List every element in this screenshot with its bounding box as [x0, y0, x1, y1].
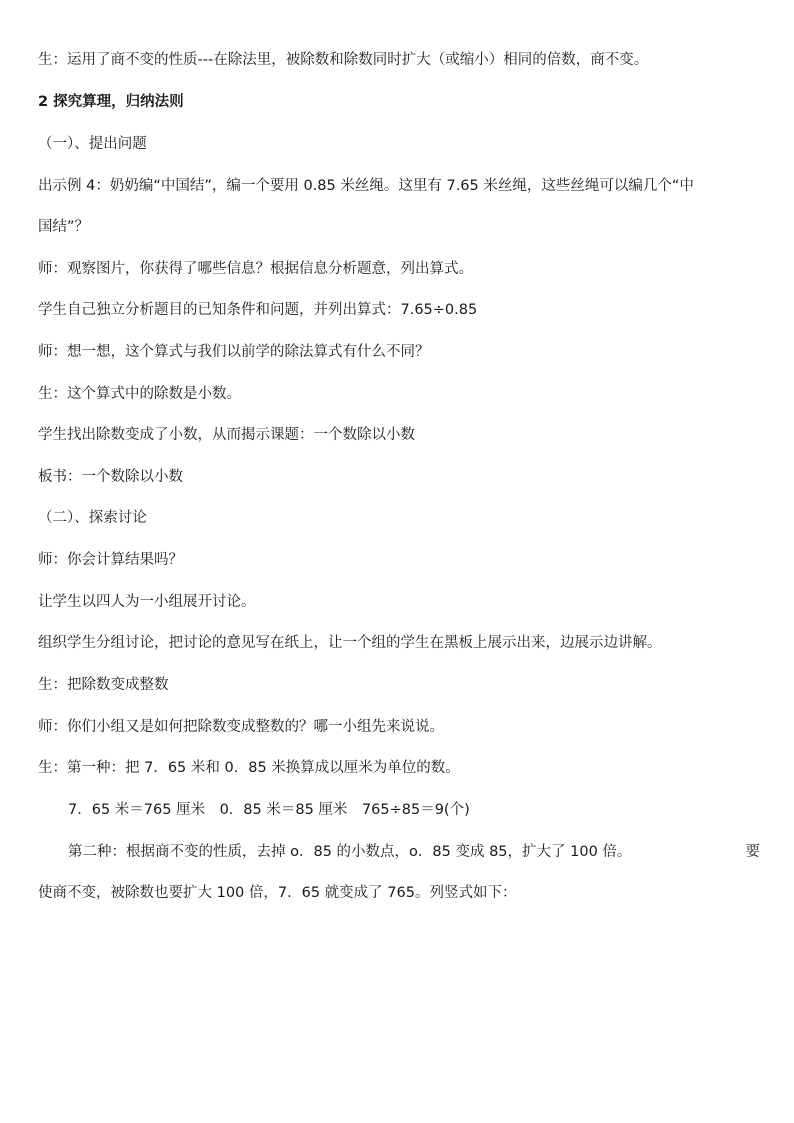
- subsection-heading: （一）、提出问题: [38, 136, 147, 152]
- text-line: 国结”？: [38, 219, 90, 235]
- text-segment: 要: [745, 844, 760, 860]
- text-line: 学生自己独立分析题目的已知条件和问题，并列出算式：7.65÷0.85: [38, 302, 478, 318]
- subsection-heading: （二）、探索讨论: [38, 510, 147, 526]
- text-line: [68, 842, 760, 862]
- text-line: 生：这个算式中的除数是小数。: [38, 386, 241, 402]
- text-line: 板书：一个数除以小数: [38, 469, 183, 485]
- text-line: 师：你们小组又是如何把除数变成整数的？哪一小组先来说说。: [38, 719, 444, 735]
- text-line: 生：运用了商不变的性质---在除法里，被除数和除数同时扩大（或缩小）相同的倍数，商不变。: [38, 52, 649, 68]
- text-line: 组织学生分组讨论，把讨论的意见写在纸上，让一个组的学生在黑板上展示出来，边展示边讲解。: [38, 635, 662, 651]
- text-line: 学生找出除数变成了小数，从而揭示课题：一个数除以小数: [38, 427, 415, 443]
- text-segment: 第二种：根据商不变的性质，去掉 o．85 的小数点，o．85 变成 85，扩大了 100 倍。: [68, 844, 632, 860]
- text-line: 生：第一种：把 7．65 米和 0．85 米换算成以厘米为单位的数。: [38, 760, 460, 776]
- text-line: 师：想一想，这个算式与我们以前学的除法算式有什么不同？: [38, 344, 430, 360]
- text-line: 出示例 4：奶奶编“中国结”，编一个要用 0.85 米丝绳。这里有 7.65 米丝绳，这些丝绳可以编几个“中: [38, 178, 694, 194]
- text-line: 生：把除数变成整数: [38, 677, 169, 693]
- text-line: 使商不变，被除数也要扩大 100 倍，7．65 就变成了 765。列竖式如下：: [38, 885, 517, 901]
- text-line: 让学生以四人为一小组展开讨论。: [38, 594, 256, 610]
- section-heading: 2 探究算理，归纳法则: [38, 94, 184, 110]
- text-line: 师：观察图片，你获得了哪些信息？根据信息分析题意，列出算式。: [38, 261, 473, 277]
- text-line: 师：你会计算结果吗？: [38, 552, 183, 568]
- equation-line: 7．65 米＝765 厘米 0．85 米＝85 厘米 765÷85＝9(个): [68, 802, 470, 818]
